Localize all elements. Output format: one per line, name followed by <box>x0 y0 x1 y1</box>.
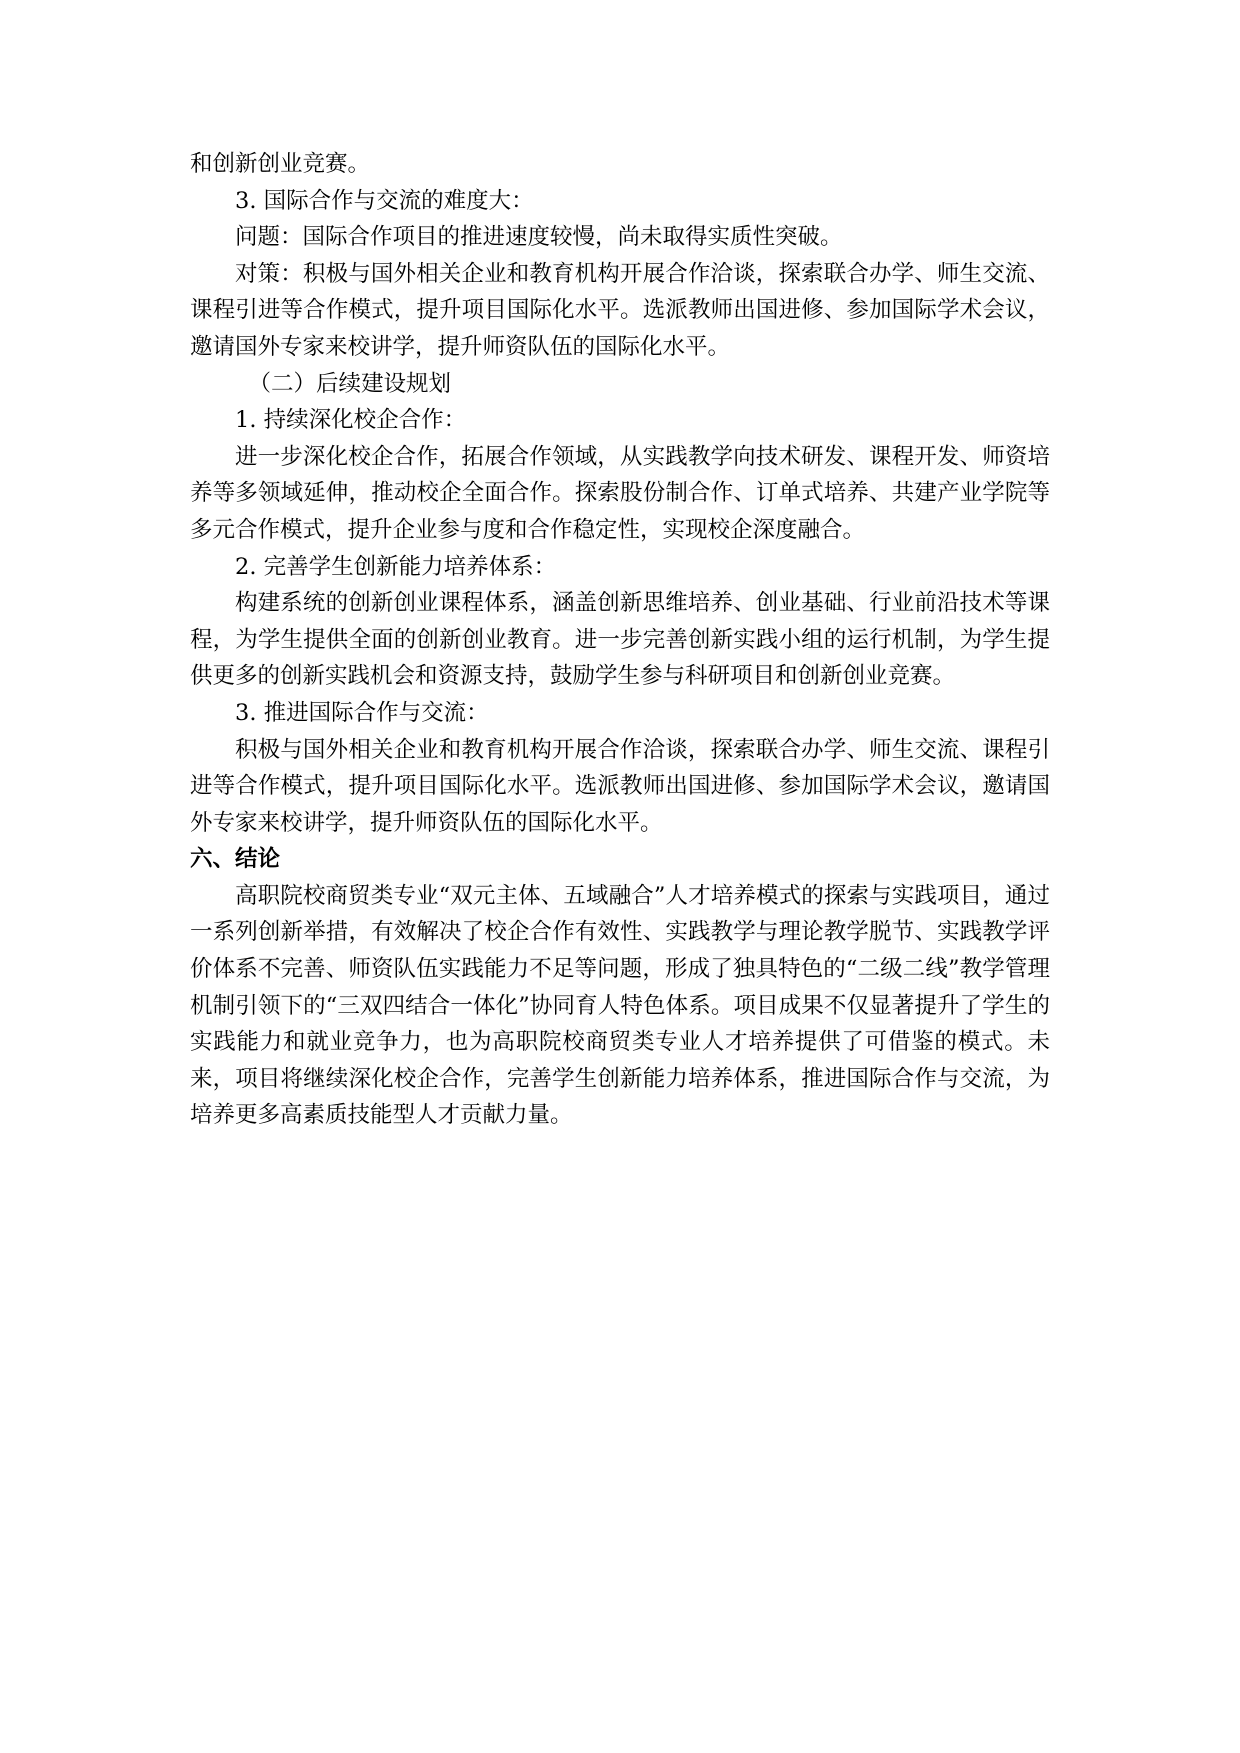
section-6-title: 六、结论 <box>190 846 281 873</box>
item-3-problem: 问题：国际合作项目的推进速度较慢，尚未取得实质性突破。 <box>235 224 843 251</box>
document-page <box>190 146 1050 1134</box>
conclusion-body: 高职院校商贸类专业“双元主体、五域融合”人才培养模式的探索与实践项目，通过一系列创新举措，有效解决了校企合作有效性、实践教学与理论教学脱节、实践教学评价体系不完善、师资队伍实践能力不足等问题，形成了独具特色的“二级二线”教学管理机制引领下的“三双四结合一体化”协同育人特色体系。项目成果不仅显著提升了学生的实践能力和就业竞争力，也为高职院校商贸类专业人才培养提供了可借鉴的模式。未来，项目将继续深化校企合作，完善学生创新能力培养体系，推进国际合作与交流，为培养更多高素质技能型人才贡献力量。 <box>190 882 1050 1129</box>
plan-3-body: 积极与国外相关企业和教育机构开展合作洽谈，探索联合办学、师生交流、课程引进等合作模式，提升项目国际化水平。选派教师出国进修、参加国际学术会议，邀请国外专家来校讲学，提升师资队伍的国际化水平。 <box>190 736 1050 836</box>
item-3-heading: 3. 国际合作与交流的难度大： <box>235 187 534 214</box>
item-3-solution: 对策：积极与国外相关企业和教育机构开展合作洽谈，探索联合办学、师生交流、课程引进等合作模式，提升项目国际化水平。选派教师出国进修、参加国际学术会议，邀请国外专家来校讲学，提升师资队伍的国际化水平。 <box>190 260 1050 360</box>
subsection-heading-2: （二）后续建设规划 <box>248 370 452 397</box>
plan-1-body: 进一步深化校企合作，拓展合作领域，从实践教学向技术研发、课程开发、师资培养等多领域延伸，推动校企全面合作。探索股份制合作、订单式培养、共建产业学院等多元合作模式，提升企业参与度和合作稳定性，实现校企深度融合。 <box>190 443 1050 543</box>
plan-2-body: 构建系统的创新创业课程体系，涵盖创新思维培养、创业基础、行业前沿技术等课程，为学生提供全面的创新创业教育。进一步完善创新实践小组的运行机制，为学生提供更多的创新实践机会和资源支持，鼓励学生参与科研项目和创新创业竞赛。 <box>190 590 1050 690</box>
plan-1-heading: 1. 持续深化校企合作： <box>235 407 467 434</box>
continuation-paragraph: 和创新创业竞赛。 <box>190 151 371 177</box>
plan-3-heading: 3. 推进国际合作与交流： <box>235 699 489 726</box>
plan-2-heading: 2. 完善学生创新能力培养体系： <box>235 553 557 580</box>
